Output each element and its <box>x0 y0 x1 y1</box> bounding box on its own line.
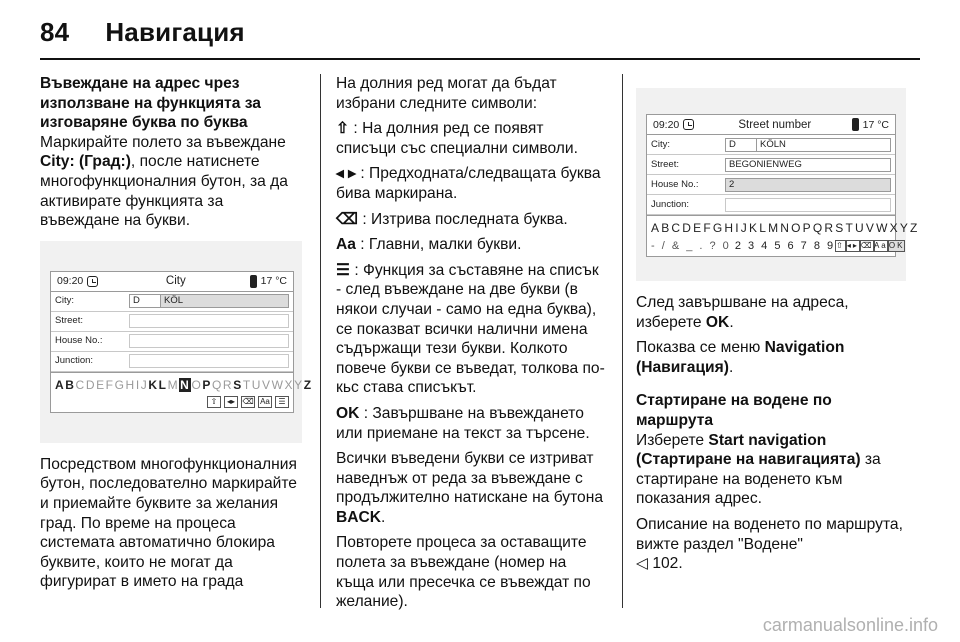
letter-keyboard <box>647 215 920 256</box>
junction-row[interactable]: Junction: <box>51 352 293 372</box>
paragraph-case: Aa : Главни, малки букви. <box>336 236 522 254</box>
paragraph-back: Всички въведени букви се изтриват наведнъж от реда за въвеждане с продължително натискане на бутона BACK. <box>336 450 603 526</box>
clock-icon <box>87 276 98 287</box>
navigation-menu-ref: Navigation (Навигация) <box>636 339 845 376</box>
case-icon: Aa <box>336 236 356 254</box>
ok-ref: OK <box>336 404 360 422</box>
page-ref-icon: ◁ <box>636 555 648 573</box>
figure-street-number-screen <box>636 88 920 281</box>
shift-key-icon[interactable]: ⇧ <box>207 396 221 408</box>
street-row[interactable]: Street: <box>51 312 293 332</box>
city-field-ref: City: (Град:) <box>40 153 131 171</box>
thermometer-icon <box>250 275 257 288</box>
case-key-icon[interactable]: Aa <box>873 241 888 250</box>
house-no-field[interactable]: 2 <box>725 178 891 192</box>
letter-row[interactable]: ABCDEFGHIJKLMNOPQRSTUVWXYZ <box>55 377 313 392</box>
subheading-letter-input: Въвеждане на адрес чрез използване на функцията за изговаряне буква по буква <box>40 75 261 132</box>
paragraph-list: ☰ : Функция за съставяне на списък - след въвеждане на две букви (в някои случаи - само на една буква), се показват всички налични имена съдържащи тези букви. Колкото повече букви се въведат, толкова по-кьс става списъкът. <box>336 261 605 397</box>
screen-status-bar <box>51 272 293 292</box>
column-divider-2 <box>622 74 623 608</box>
prev-next-icon: ◂ ▸ <box>336 165 356 183</box>
backspace-icon: ⌫ <box>336 210 359 228</box>
letter-keyboard <box>51 372 313 412</box>
screen-title: City <box>165 275 186 288</box>
paragraph-ok: OK : Завършване на въвеждането или приемане на текст за търсене. <box>336 404 590 442</box>
house-no-row[interactable]: House No.: 2 <box>647 175 895 195</box>
thermometer-icon <box>852 118 859 131</box>
screen-title: Street number <box>738 118 812 131</box>
header-divider <box>40 58 920 60</box>
city-row[interactable]: City: D KÖL <box>51 292 293 312</box>
street-row[interactable]: Street: BEGONIENWEG <box>647 155 895 175</box>
delete-key-icon[interactable]: ⌫ <box>242 396 254 406</box>
figure-city-screen <box>40 241 313 443</box>
screen-time: 09:20 <box>653 118 680 131</box>
junction-field[interactable] <box>725 198 891 212</box>
page-ref[interactable]: 102. <box>648 555 683 573</box>
house-no-field[interactable] <box>129 334 289 348</box>
subheading-start-guidance: Стартиране на водене по маршрута <box>636 392 832 429</box>
start-navigation-ref: Start navigation (Стартиране на навигацията) <box>636 431 861 469</box>
column-1 <box>40 74 313 598</box>
city-field[interactable]: D KÖL <box>129 294 289 308</box>
watermark: carmanualsonline.info <box>762 615 938 635</box>
shift-key-icon[interactable]: ⇧ <box>836 241 845 250</box>
delete-key-icon[interactable]: ⌫ <box>860 241 874 250</box>
function-keys <box>55 396 289 408</box>
screen-temperature: 17 °C <box>260 275 287 288</box>
case-key-icon[interactable]: Aa <box>258 396 272 408</box>
list-icon: ☰ <box>336 261 350 279</box>
ok-ref: OK <box>705 313 730 331</box>
paragraph-guidance-ref: Описание на воденето по маршрута, вижте раздел "Водене" ◁ 102. <box>636 515 903 573</box>
column-divider-1 <box>320 74 321 608</box>
street-field[interactable] <box>129 314 289 328</box>
back-ref: BACK <box>336 508 382 526</box>
junction-field[interactable] <box>129 354 289 368</box>
symbol-row[interactable]: - / & _ . ? 0 2 3 4 5 6 7 8 9 ⇧ ◂▸ ⌫ Aa OK <box>651 240 905 252</box>
highlighted-letter[interactable]: N <box>180 377 191 392</box>
paragraph-shift: ⇧ : На долния ред се появят списъци със специални символи. <box>336 120 578 157</box>
paragraph-select-ok: След завършване на адреса, изберете OK. <box>636 294 849 331</box>
paragraph-start-navigation: Изберете Start navigation (Стартиране на навигацията) за стартиране на воденето към показания адрес. <box>636 431 881 508</box>
clock-icon <box>683 119 694 130</box>
screen-status-bar <box>647 115 895 135</box>
page-number: 84 <box>40 16 70 47</box>
street-number-screen <box>646 114 920 257</box>
paragraph-repeat: Повторете процеса за оставащите полета за въвеждане (номер на къща или пресечка се въвеждат по желание). <box>336 534 591 611</box>
city-field[interactable]: D KÖLN <box>725 138 891 152</box>
list-key-icon[interactable]: ☰ <box>275 396 289 408</box>
paragraph-navigation-menu: Показва се меню Navigation (Навигация). <box>636 339 845 376</box>
letter-row[interactable]: ABCDEFGHIJKLMNOPQRSTUVWXYZ <box>651 221 920 235</box>
paragraph-delete: ⌫ : Изтрива последната буква. <box>336 210 568 228</box>
paragraph-select-letters: Посредством многофункционалния бутон, последователно маркирайте и приемайте буквите за желания град. По време на процеса системата автоматично блокира буквите, които не могат да фигурират в името на града <box>40 455 297 591</box>
prev-next-key-icon[interactable]: ◂▸ <box>224 396 238 408</box>
city-row[interactable]: City: D KÖLN <box>647 135 895 155</box>
screen-temperature: 17 °C <box>862 118 889 131</box>
ok-key[interactable]: OK <box>888 241 905 250</box>
house-no-row[interactable]: House No.: <box>51 332 293 352</box>
street-field[interactable]: BEGONIENWEG <box>725 158 891 172</box>
city-entry-screen <box>50 271 313 413</box>
column-3 <box>636 74 920 580</box>
page-title: Навигация <box>105 16 245 47</box>
screen-time: 09:20 <box>57 275 84 288</box>
column-2 <box>336 74 606 618</box>
junction-row[interactable]: Junction: <box>647 195 895 215</box>
shift-icon: ⇧ <box>336 120 350 138</box>
prev-next-key-icon[interactable]: ◂▸ <box>846 241 859 250</box>
paragraph-prev-next: ◂ ▸ : Предходната/следващата буква бива маркирана. <box>336 165 601 202</box>
paragraph-symbols-intro: На долния ред могат да бъдат избрани следните символи: <box>336 75 557 112</box>
paragraph-activate-letter-input: Маркирайте полето за въвеждане City: (Град:), после натиснете многофункционалния бутон, за да активирате функцията за въвеждане на букви. <box>40 133 288 230</box>
page-header <box>40 12 245 52</box>
